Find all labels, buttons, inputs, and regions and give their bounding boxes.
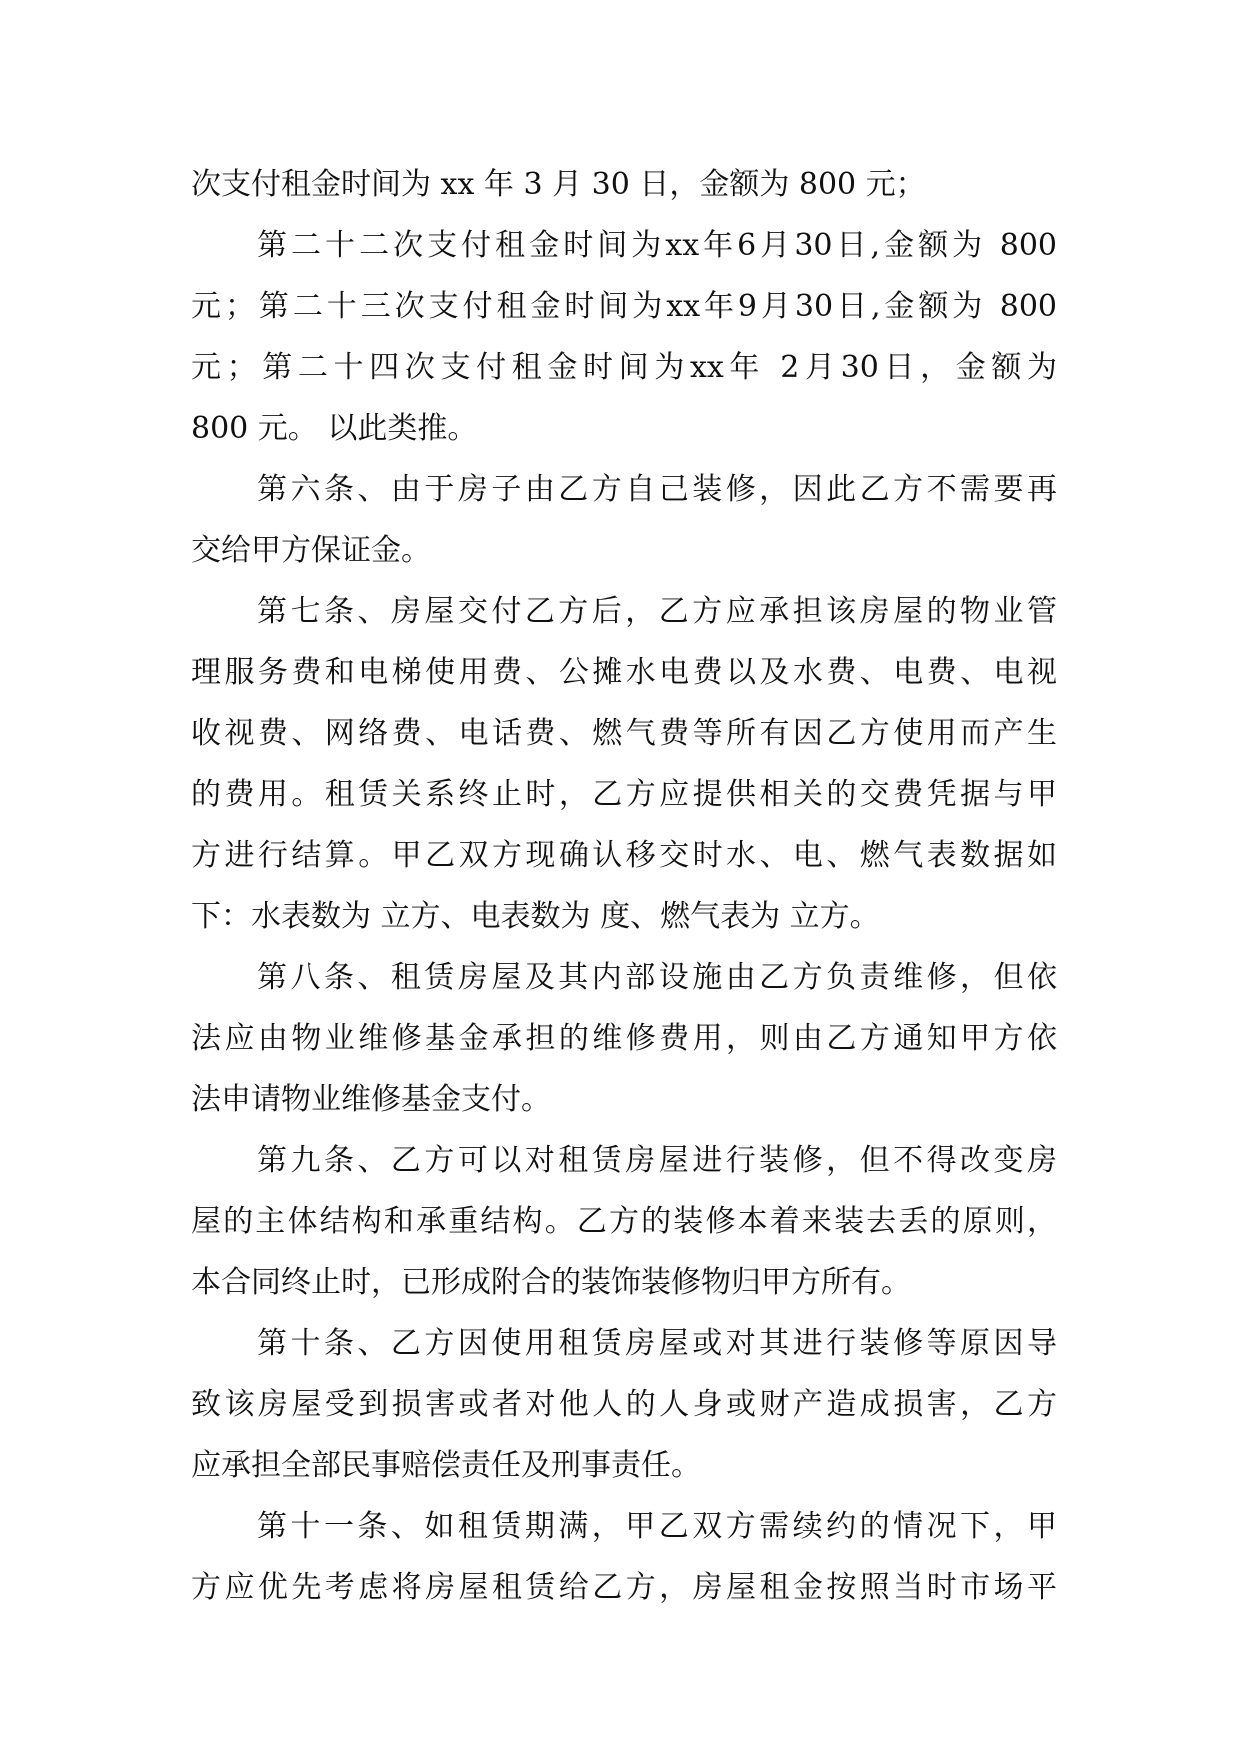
text-line: 方进行结算。甲乙双方现确认移交时水、电、燃气表数据如: [191, 838, 1057, 873]
text-line: 的费用。租赁关系终止时，乙方应提供相关的交费凭据与甲: [191, 777, 1057, 812]
text-line: 第十一条、如租赁期满，甲乙双方需续约的情况下，甲: [257, 1509, 1057, 1544]
text-line: 下：水表数为 立方、电表数为 度、燃气表为 立方。: [191, 899, 880, 934]
text-line: 屋的主体结构和承重结构。乙方的装修本着来装去丢的原则，: [191, 1204, 1057, 1239]
text-line: 法应由物业维修基金承担的维修费用，则由乙方通知甲方依: [191, 1021, 1057, 1056]
text-line: 理服务费和电梯使用费、公摊水电费以及水费、电费、电视: [191, 655, 1057, 690]
contract-text: [191, 154, 1057, 1618]
text-line: 次支付租金时间为 xx 年 3 月 30 日，金额为 800 元；: [191, 167, 926, 202]
text-line: 法申请物业维修基金支付。: [191, 1082, 551, 1117]
text-line: 方应优先考虑将房屋租赁给乙方，房屋租金按照当时市场平: [191, 1570, 1057, 1605]
text-line: 收视费、网络费、电话费、燃气费等所有因乙方使用而产生: [191, 716, 1057, 751]
text-line: 第七条、房屋交付乙方后，乙方应承担该房屋的物业管: [257, 594, 1057, 629]
text-line: 元；第二十四次支付租金时间为xx年 2月30日，金额为: [191, 350, 1057, 385]
text-line: 应承担全部民事赔偿责任及刑事责任。: [191, 1448, 701, 1483]
text-line: 第二十二次支付租金时间为xx年6月30日,金额为 800: [257, 228, 1057, 263]
text-line: 第十条、乙方因使用租赁房屋或对其进行装修等原因导: [257, 1326, 1057, 1361]
text-line: 第九条、乙方可以对租赁房屋进行装修，但不得改变房: [257, 1143, 1057, 1178]
text-line: 第八条、租赁房屋及其内部设施由乙方负责维修，但依: [257, 960, 1057, 995]
text-line: 致该房屋受到损害或者对他人的人身或财产造成损害，乙方: [191, 1387, 1057, 1422]
text-line: 本合同终止时，已形成附合的装饰装修物归甲方所有。: [191, 1265, 911, 1300]
text-line: 交给甲方保证金。: [191, 533, 431, 568]
text-line: 第六条、由于房子由乙方自己装修，因此乙方不需要再: [257, 472, 1057, 507]
text-line: 800 元。 以此类推。: [191, 411, 478, 446]
text-line: 元；第二十三次支付租金时间为xx年9月30日,金额为 800: [191, 289, 1057, 324]
